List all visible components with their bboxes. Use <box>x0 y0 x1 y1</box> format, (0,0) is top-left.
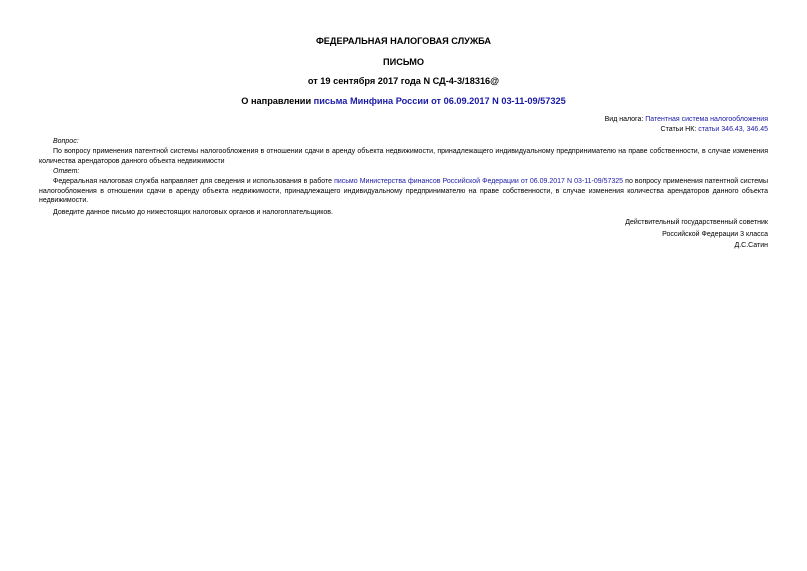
answer-text-after: по вопросу применения патентной системы налогообложения в отношении сдачи в аренду объекта недвижимости, принадлежащего индивидуальному предпринимателю на праве собственности, в случае изменения количества арендаторов данного объекта недвижимости. <box>39 178 768 204</box>
document-subject <box>0 96 807 107</box>
tax-type-link[interactable]: Патентная система налогообложения <box>645 116 768 123</box>
tax-type-label: Вид налога: <box>604 116 646 123</box>
document-date-number: от 19 сентября 2017 года N СД-4-3/18316@ <box>307 76 500 86</box>
answer-instruction: Доведите данное письмо до нижестоящих налоговых органов и налогоплательщиков. <box>53 209 333 216</box>
document-type: ПИСЬМО <box>382 57 425 67</box>
signature-position-line2: Российской Федерации 3 класса <box>662 231 768 238</box>
question-text: По вопросу применения патентной системы налогообложения в отношении сдачи в аренду объекта недвижимости, принадлежащего индивидуальному предпринимателю на праве собственности, в случае изменения количества арендаторов данного объекта недвижимости <box>39 148 768 165</box>
articles-label: Статьи НК: <box>660 126 699 133</box>
signature-name: Д.С.Сатин <box>734 242 768 249</box>
answer-text <box>39 177 768 206</box>
subject-link[interactable]: письма Минфина России от 06.09.2017 N 03-11-09/57325 <box>313 96 566 106</box>
signature-position-line1: Действительный государственный советник <box>625 219 768 226</box>
articles-link[interactable]: статьи 346.43, 346.45 <box>698 126 768 133</box>
tax-type-line <box>605 115 768 124</box>
answer-label: Ответ: <box>53 168 80 175</box>
agency-title: ФЕДЕРАЛЬНАЯ НАЛОГОВАЯ СЛУЖБА <box>315 36 492 46</box>
answer-letter-link[interactable]: письмо Министерства финансов Российской Федерации от 06.09.2017 N 03-11-09/57325 <box>334 178 624 185</box>
question-label: Вопрос: <box>53 138 79 145</box>
subject-prefix: О направлении <box>241 96 314 106</box>
answer-text-before: Федеральная налоговая служба направляет для сведения и использования в работе <box>53 178 335 185</box>
articles-line <box>661 125 768 134</box>
